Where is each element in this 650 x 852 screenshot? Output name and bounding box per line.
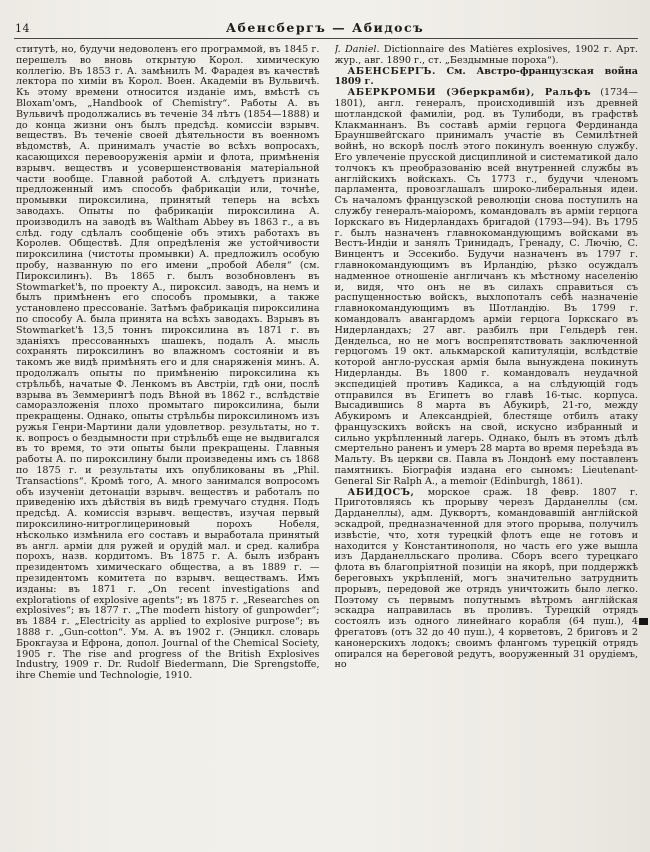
page-header xyxy=(15,20,635,36)
article-abidos xyxy=(335,488,639,672)
abidos-body: морское сраж. 18 февр. 1807 г. Приготовляясь къ прорыву черезъ Дарданеллы (см. Дарданеллы), адм. Дуквортъ, командовавшій англійской эскадрой, предназначенной для этого прорыва, получилъ извѣстіе, что, хотя турецкій флотъ еще не готовъ и находится у Константинополя, но часть его уже вышла изъ Дарданелльскаго пролива. Сборъ всего турецкаго флота въ благопріятной позиціи на якорѣ, при поддержкѣ береговыхъ укрѣпленій, могъ значительно затруднить прорывъ, передовой же отрядъ уничтожить было легко. Поэтому съ первымъ попутнымъ вѣтромъ англійская эскадра направилась въ проливъ. Турецкій отрядъ состоялъ изъ одного линейнаго корабля (64 пуш.), 4 фрегатовъ (отъ 32 до 40 пуш.), 4 корветовъ, 2 бриговъ и 2 канонерскихъ лодокъ; своимъ флангомъ турецкій отрядъ опирался на береговой редутъ, вооруженный 31 орудіемъ, но xyxy=(334,486,638,671)
article-continuation-text: ститутѣ, но, будучи недоволенъ его программой, въ 1845 г. перешелъ во вновь открытую Корол. химическую коллегію. Въ 1853 г. А. замѣнилъ М. Фарадея въ качествѣ лектора по химіи въ Корол. Воен. Академіи въ Вульвичѣ. Къ этому времени относится изданіе имъ, вмѣстѣ съ Bloxam'омъ, „Handbook of Chemistry“. Работы А. въ Вульвичѣ продолжались въ теченіе 34 лѣтъ (1854—1888) и до конца жизни онъ былъ предсѣд. комиссіи взрывч. веществъ. Въ теченіе своей дѣятельности въ военномъ вѣдомствѣ, А. принималъ участіе во всѣхъ вопросахъ, касающихся перевооруженія арміи и флота, примѣненія взрывч. веществъ и усовершенствованія матеріальной части вообще. Главной работой А. слѣдуетъ признать предложенный имъ способъ фабрикаціи или, точнѣе, промывки пироксилина, принятый теперь на всѣхъ заводахъ. Опыты по фабрикаціи пироксилина А. производилъ на заводѣ въ Waltham Abbey въ 1863 г., а въ слѣд. году сдѣлалъ сообщеніе объ этихъ работахъ въ Королев. Обществѣ. Для опредѣленія же устойчивости пироксилина (чистоты промывки) А. предложилъ особую пробу, названную по его имени „пробой Абеля“ (см. Пироксилинъ). Въ 1865 г. былъ возобновленъ въ Stowmarket'ѣ, по проекту А., пироксил. заводъ, на немъ и былъ примѣненъ его способъ промывки, а также установлено прессованіе. Затѣмъ фабрикація пироксилина по способу А. была принята на всѣхъ заводахъ. Взрывъ въ Stowmarket'ѣ 13,5 тоннъ пироксилина въ 1871 г. въ зданіяхъ прессованныхъ шашекъ, подалъ А. мысль сохранять пироксилинъ во влажномъ состояніи и въ такомъ же видѣ примѣнять его и для снаряженія минъ. А. продолжалъ опыты по примѣненію пироксилина къ стрѣльбѣ, начатые Ф. Ленкомъ въ Австріи, гдѣ они, послѣ взрыва въ Земмерингѣ подъ Вѣной въ 1862 г., вслѣдствіе саморазложенія плохо промытаго пироксилина, были прекращены. Однако, опыты стрѣльбы пироксилиномъ изъ ружья Генри-Мартини дали удовлетвор. результаты, но т. к. вопросъ о бездымности при стрѣльбѣ еще не выдвигался въ то время, то эти опыты были прекращены. Главныя работы А. по пироксилину были произведены имъ съ 1868 по 1875 г. и результаты ихъ опубликованы въ „Phil. Transactions“. Кромѣ того, А. много занимался вопросомъ объ изученіи детонаціи взрывч. веществъ и работалъ по приведенію ихъ дѣйствія въ видѣ гремучаго студня. Подъ предсѣд. А. комиссія взрывч. веществъ, изучая первый пироксилино-нитроглицериновый порохъ Нобеля, нѣсколько измѣнила его составъ и выработала принятый въ англ. арміи для ружей и орудій мал. и сред. калибра порохъ, назв. кордитомъ. Въ 1875 г. А. былъ избранъ президентомъ химическаго общества, а въ 1889 г. — президентомъ комитета по взрывч. веществамъ. Имъ изданы: въ 1871 г. „On recent investigations and explorations of explosive agents“; въ 1875 г. „Researches on explosives“; въ 1877 г. „The modern history of gunpowder“; въ 1884 г. „Electricity as applied to explosive purpose“; въ 1888 г. „Gun-cotton“. Ум. А. въ 1902 г. (Энцикл. словарь Брокгауза и Ефрона, допол. Journal of the Chemical Society, 1905 г. The rise and progress of the British Explosives Industry, 1909 г. Dr. Rudolf Biedermann, Die Sprengstoffe, ihre Chemie und Technologie, 1910. xyxy=(16,45,320,682)
bibliography-text: Dictionnaire des Matières explosives, 1902 г. Арт. жур., авг. 1890 г., ст. „Бездымные пороха“). xyxy=(334,45,638,66)
right-column xyxy=(335,45,639,847)
bibliography-author: J. Daniel. xyxy=(334,45,380,55)
aberkrombi-headword: АБЕРКРОМБИ (Эберкрамби), Ральфъ xyxy=(347,87,592,99)
page-number: 14 xyxy=(15,22,30,35)
aberkrombi-body: (1734—1801), англ. генералъ, происходившій изъ древней шотландской фамиліи, род. въ Тулибоди, въ графствѣ Клакманнанъ. Въ составѣ арміи герцога Фердинанда Брауншвейгскаго принималъ участіе въ Семилѣтней войнѣ, но вскорѣ послѣ этого покинулъ военную службу. Его увлеченіе прусской дисциплиной и систематикой дало толчокъ къ преобразованію всей внутренней службы въ англійскихъ войскахъ. Съ 1773 г., будучи членомъ парламента, провозглашалъ широко-либеральныя идеи. Съ началомъ французской революціи снова поступилъ на службу генералъ-маіоромъ, командовалъ въ арміи герцога Іоркскаго въ Нидерландахъ бригадой (1793—94). Въ 1795 г. былъ назначенъ главнокомандующимъ войсками въ Вестъ-Индіи и занялъ Тринидадъ, Гренаду, С. Лючію, С. Винцентъ и Эссекибо. Будучи назначенъ въ 1797 г. главнокомандующимъ въ Ирландію, рѣзко осуждалъ надменное отношеніе англичанъ къ мѣстному населенію и, видя, что онъ не въ силахъ справиться съ распущенностью войскъ, выхлопоталъ себѣ назначеніе главнокомандующимъ въ Шотландію. Въ 1799 г. командовалъ авангардомъ арміи герцога Іоркскаго въ Нидерландахъ; 27 авг. разбилъ при Гельдерѣ ген. Дендельса, но не могъ воспрепятствовать заключенной герцогомъ 19 окт. алькмарской капитуляціи, вслѣдствіе которой англо-русская армія была вынуждена покинуть Нидерланды. Въ 1800 г. командовалъ неудачной экспедиціей противъ Кадикса, а на слѣдующій годъ отправился въ Египетъ во главѣ 16-тыс. корпуса. Высадившись 8 марта въ Абукирѣ, 21-го, между Абукиромъ и Александріей, блестяще отбилъ атаку французскихъ войскъ на свой, искусно избранный и сильно укрѣпленный лагерь. Однако, былъ въ этомъ дѣлѣ смертельно раненъ и умеръ 28 марта во время переѣзда въ Мальту. Въ церкви св. Павла въ Лондонѣ ему поставленъ памятникъ. Біографія издана его сыномъ: Lieutenant-General Sir Ralph A., a memoir (Edinburgh, 1861). xyxy=(334,87,638,487)
bibliography-continuation xyxy=(335,45,639,67)
header-rule xyxy=(14,38,638,39)
abidos-headword: АБИДОСЪ, xyxy=(347,486,415,498)
left-column xyxy=(16,45,320,847)
text-columns xyxy=(16,45,638,847)
article-abensberg xyxy=(335,67,639,89)
article-aberkrombi xyxy=(335,88,639,487)
running-head: Абенсбергъ — Абидосъ xyxy=(225,20,425,35)
scan-ink-mark xyxy=(639,618,648,625)
abensberg-headword: АБЕНСБЕРГЪ. xyxy=(347,65,436,77)
abensberg-crossref: См. Австро-французская война 1809 г. xyxy=(334,65,638,88)
